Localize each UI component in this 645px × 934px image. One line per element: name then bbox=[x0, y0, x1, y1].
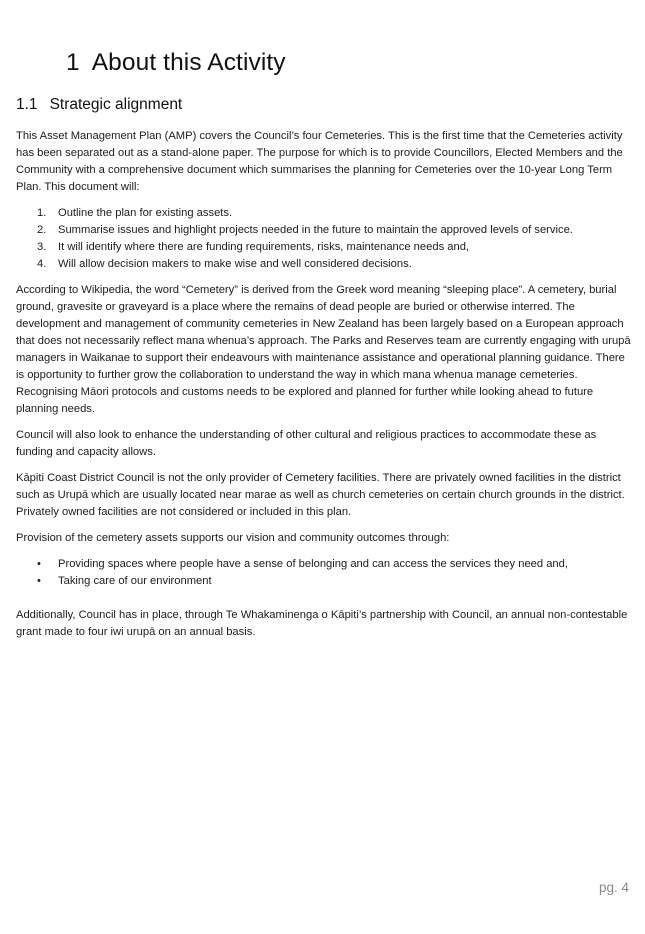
list-item-text: Outline the plan for existing assets. bbox=[58, 207, 233, 219]
list-item bbox=[16, 256, 632, 273]
spacer bbox=[16, 599, 632, 607]
list-number: 4. bbox=[37, 258, 47, 270]
list-item bbox=[16, 222, 632, 239]
section-heading bbox=[66, 48, 286, 78]
bullet-item bbox=[16, 556, 632, 573]
providers-paragraph: Kāpiti Coast District Council is not the only provider of Cemetery facilities. There are privately owned facilities in the district such as Urupā which are usually located near marae as well as church cemeteries on certain church grounds in the district. Privately owned facilities are not considered or included in this plan. bbox=[16, 472, 625, 518]
list-number: 2. bbox=[37, 224, 47, 236]
wikipedia-paragraph: According to Wikipedia, the word “Cemetery” is derived from the Greek word meaning “sleeping place”. A cemetery, burial ground, gravesite or graveyard is a place where the remains of dead people are buried or otherwise interred. The development and management of community cemeteries in New Zealand has been largely based on a European approach that does not necessarily reflect mana whenua’s approach. The Parks and Reserves team are currently engaging with urupā managers in Waikanae to support their endeavours with maintenance assistance and operational planning guidance. There is opportunity to further grow the collaboration to understand the way in which mana whenua manage cemeteries. Recognising Māori protocols and customs needs to be explored and planned for further while looking ahead to future planning needs. bbox=[16, 284, 631, 415]
body-content bbox=[16, 128, 632, 650]
bullet-item bbox=[16, 573, 632, 590]
bullet-item-text: Providing spaces where people have a sense of belonging and can access the services they need and, bbox=[58, 558, 568, 570]
list-item-text: It will identify where there are funding requirements, risks, maintenance needs and, bbox=[58, 241, 470, 253]
subsection-number: 1.1 bbox=[16, 96, 38, 113]
bullet-icon: • bbox=[37, 558, 41, 570]
cultural-practices-paragraph: Council will also look to enhance the understanding of other cultural and religious practices to accommodate these as funding and capacity allows. bbox=[16, 429, 597, 458]
numbered-list bbox=[16, 205, 632, 273]
subsection-title: Strategic alignment bbox=[49, 96, 183, 113]
list-item-text: Will allow decision makers to make wise and well considered decisions. bbox=[58, 258, 412, 270]
bullet-list bbox=[16, 556, 632, 590]
subsection-heading bbox=[16, 95, 182, 115]
section-number: 1 bbox=[66, 49, 80, 76]
list-item bbox=[16, 205, 632, 222]
list-item-text: Summarise issues and highlight projects needed in the future to maintain the approved levels of service. bbox=[58, 224, 573, 236]
intro-paragraph: This Asset Management Plan (AMP) covers the Council’s four Cemeteries. This is the first time that the Cemeteries activity has been separated out as a stand-alone paper. The purpose for which is to provide Councillors, Elected Members and the Community with a comprehensive document which summarises the planning for Cemeteries over the 10-year Long Term Plan. This document will: bbox=[16, 130, 623, 193]
list-number: 3. bbox=[37, 241, 47, 253]
grant-paragraph: Additionally, Council has in place, through Te Whakaminenga o Kāpiti’s partnership with Council, an annual non-contestable grant made to four iwi urupā on an annual basis. bbox=[16, 609, 628, 638]
section-title: About this Activity bbox=[91, 49, 286, 76]
list-item bbox=[16, 239, 632, 256]
bullet-icon: • bbox=[37, 575, 41, 587]
page-number: pg. 4 bbox=[598, 880, 629, 895]
provision-paragraph: Provision of the cemetery assets supports our vision and community outcomes through: bbox=[16, 532, 450, 544]
bullet-item-text: Taking care of our environment bbox=[58, 575, 212, 587]
list-number: 1. bbox=[37, 207, 47, 219]
